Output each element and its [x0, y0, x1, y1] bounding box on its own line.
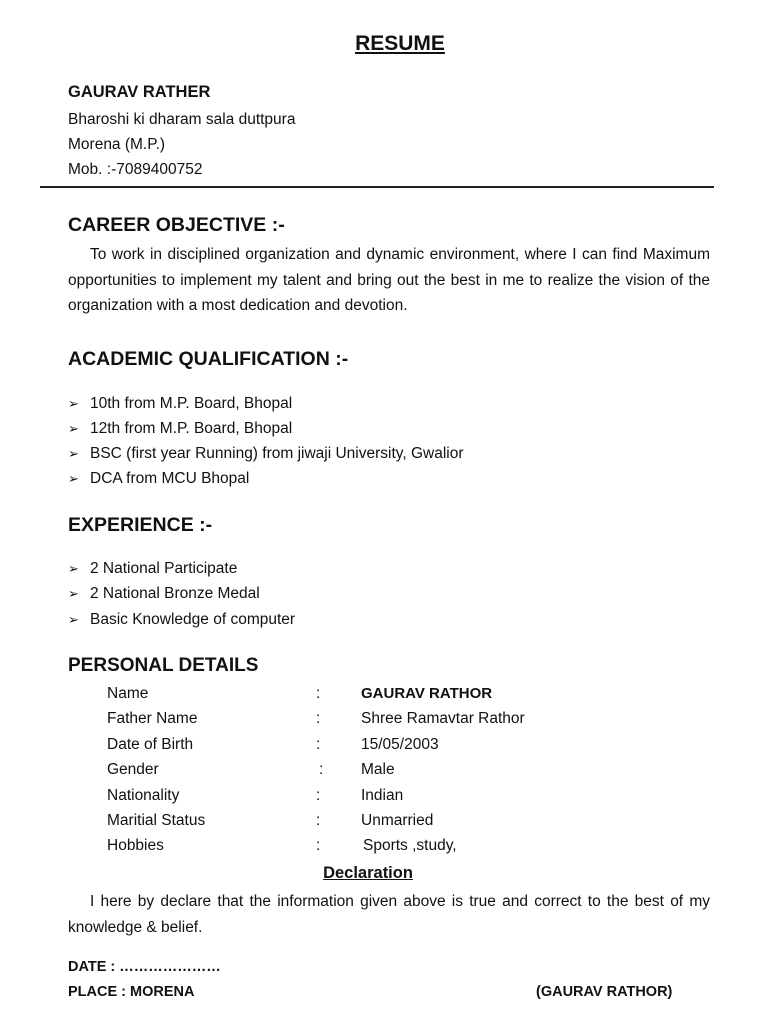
- personal-details-heading: PERSONAL DETAILS: [68, 655, 259, 676]
- personal-colon: :: [316, 710, 321, 727]
- personal-colon: :: [316, 736, 321, 753]
- personal-value-dob: 15/05/2003: [361, 736, 439, 753]
- header-divider: [40, 186, 714, 188]
- arrow-bullet-icon: ➢: [68, 396, 79, 411]
- personal-label-nationality: Nationality: [107, 787, 180, 804]
- mobile-number: Mob. :-7089400752: [68, 161, 203, 178]
- personal-colon: :: [316, 837, 321, 854]
- academic-item: [68, 445, 464, 463]
- arrow-bullet-icon: ➢: [68, 421, 79, 436]
- address-line-1: Bharoshi ki dharam sala duttpura: [68, 111, 296, 128]
- personal-colon: :: [316, 787, 321, 804]
- personal-value-name: GAURAV RATHOR: [361, 685, 493, 702]
- personal-label-marital-status: Maritial Status: [107, 812, 206, 829]
- footer-date: DATE : …………………: [68, 959, 221, 975]
- personal-label-name: Name: [107, 685, 149, 702]
- personal-value-hobbies: Sports ,study,: [363, 837, 457, 854]
- address-line-2: Morena (M.P.): [68, 136, 166, 153]
- experience-heading: EXPERIENCE :-: [68, 514, 213, 536]
- personal-label-dob: Date of Birth: [107, 736, 194, 753]
- personal-label-hobbies: Hobbies: [107, 837, 164, 854]
- arrow-bullet-icon: ➢: [68, 586, 79, 601]
- footer-place: PLACE : MORENA: [68, 984, 195, 1000]
- experience-item: [68, 611, 295, 629]
- academic-item: [68, 395, 292, 413]
- experience-item-text: 2 National Bronze Medal: [90, 585, 260, 602]
- personal-value-father-name: Shree Ramavtar Rathor: [361, 710, 525, 727]
- personal-value-marital-status: Unmarried: [361, 812, 434, 829]
- experience-item-text: 2 National Participate: [90, 560, 238, 577]
- applicant-name: GAURAV RATHER: [68, 83, 211, 101]
- experience-item-text: Basic Knowledge of computer: [90, 611, 296, 628]
- academic-heading: ACADEMIC QUALIFICATION :-: [68, 348, 349, 370]
- document-title: RESUME: [355, 32, 445, 55]
- declaration-heading: Declaration: [323, 864, 413, 882]
- arrow-bullet-icon: ➢: [68, 612, 79, 627]
- personal-colon: :: [319, 761, 324, 778]
- academic-item-text: DCA from MCU Bhopal: [90, 470, 250, 487]
- experience-item: [68, 560, 237, 578]
- career-objective-text: To work in disciplined organization and dynamic environment, where I can find Maximum opportunities to implement my talent and bring out the best in me to realize the vision of the organization with a most dedication and devotion.: [68, 246, 710, 314]
- personal-value-nationality: Indian: [361, 787, 404, 804]
- personal-label-gender: Gender: [107, 761, 159, 778]
- experience-item: [68, 585, 260, 603]
- arrow-bullet-icon: ➢: [68, 446, 79, 461]
- arrow-bullet-icon: ➢: [68, 471, 79, 486]
- personal-colon: :: [316, 812, 321, 829]
- declaration-text: I here by declare that the information given above is true and correct to the best of my knowledge & belief.: [68, 893, 710, 936]
- academic-item: [68, 470, 249, 488]
- career-objective-heading: CAREER OBJECTIVE :-: [68, 214, 285, 236]
- academic-item: [68, 420, 292, 438]
- academic-item-text: BSC (first year Running) from jiwaji University, Gwalior: [90, 445, 464, 462]
- personal-value-gender: Male: [361, 761, 395, 778]
- personal-colon: :: [316, 685, 321, 702]
- personal-label-father-name: Father Name: [107, 710, 198, 727]
- footer-signature: (GAURAV RATHOR): [536, 984, 673, 1000]
- arrow-bullet-icon: ➢: [68, 561, 79, 576]
- academic-item-text: 12th from M.P. Board, Bhopal: [90, 420, 293, 437]
- academic-item-text: 10th from M.P. Board, Bhopal: [90, 395, 293, 412]
